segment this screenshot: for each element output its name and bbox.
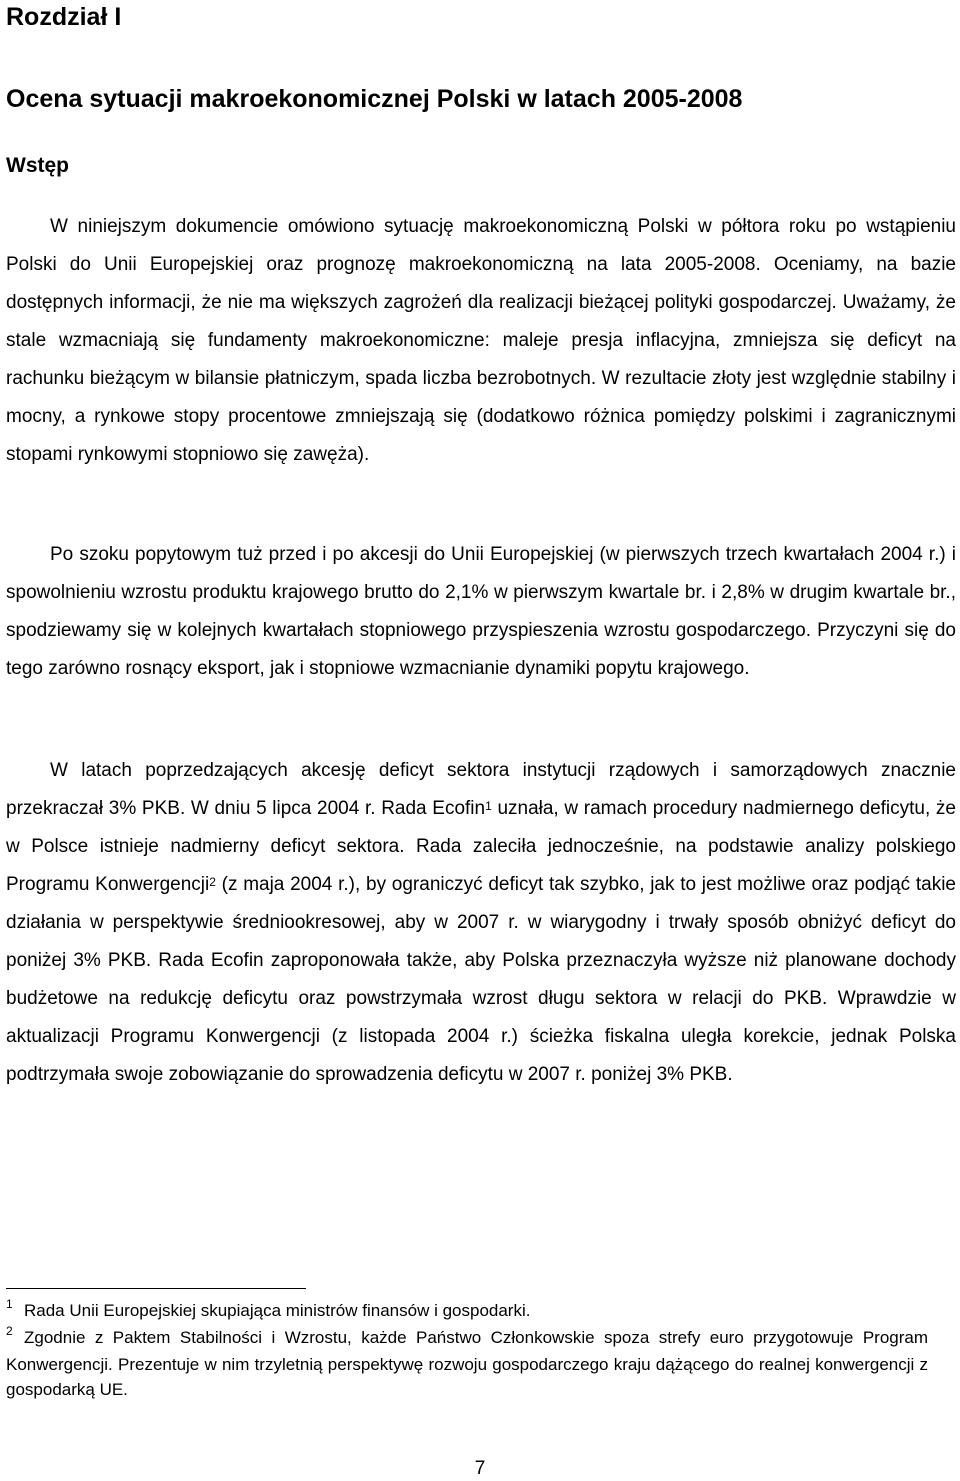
- footnote-number: 1: [6, 1297, 13, 1311]
- footnote-text: Rada Unii Europejskiej skupiająca ministrów finansów i gospodarki.: [24, 1301, 531, 1320]
- section-heading-intro: Wstęp: [6, 154, 69, 177]
- footnote-1: [6, 1298, 928, 1325]
- footnote-number: 2: [6, 1324, 13, 1338]
- paragraph-3-text-a: W latach poprzedzających akcesję deficyt sektora instytucji rządowych i samorządowych znacznie przekraczał 3% PKB. W dniu 5 lipca 2004 r. Rada Ecofin: [6, 760, 956, 819]
- page-title: Ocena sytuacji makroekonomicznej Polski w latach 2005-2008: [6, 85, 743, 113]
- footnote-ref-1[interactable]: 1: [485, 799, 492, 813]
- footnote-text: Zgodnie z Paktem Stabilności i Wzrostu, każde Państwo Członkowskie spoza strefy euro przygotowuje Program Konwergencji. Prezentuje w nim trzyletnią perspektywę rozwoju gospodarczego kraju dążącego do realnej konwergencji z gospodarką UE.: [6, 1328, 928, 1399]
- paragraph-1: W niniejszym dokumencie omówiono sytuację makroekonomiczną Polski w półtora roku po wstąpieniu Polski do Unii Europejskiej oraz prognozę makroekonomiczną na lata 2005-2008. Oceniamy, na bazie dostępnych informacji, że nie ma większych zagrożeń dla realizacji bieżącej polityki gospodarczej. Uważamy, że stale wzmacniają się fundamenty makroekonomiczne: maleje presja inflacyjna, zmniejsza się deficyt na rachunku bieżącym w bilansie płatniczym, spada liczba bezrobotnych. W rezultacie złoty jest względnie stabilny i mocny, a rynkowe stopy procentowe zmniejszają się (dodatkowo różnica pomiędzy polskimi i zagranicznymi stopami rynkowymi stopniowo się zawęża).: [6, 216, 956, 465]
- paragraph-3-text-b: uznała, w ramach procedury nadmiernego deficytu, że w Polsce istnieje nadmierny deficyt sektora. Rada zaleciła jednocześnie, na podstawie analizy polskiego Programu Konwergencji: [6, 798, 956, 895]
- paragraph-3-text-c: (z maja 2004 r.), by ograniczyć deficyt tak szybko, jak to jest możliwe oraz podjąć takie działania w perspektywie średniookresowej, aby w 2007 r. w wiarygodny i trwały sposób obniżyć deficyt do poniżej 3% PKB. Rada Ecofin zaproponowała także, aby Polska przeznaczyła wyższe niż planowane dochody budżetowe na redukcję deficytu oraz powstrzymała wzrost długu sektora w relacji do PKB. Wprawdzie w aktualizacji Programu Konwergencji (z listopada 2004 r.) ścieżka fiskalna uległa korekcie, jednak Polska podtrzymała swoje zobowiązanie do sprowadzenia deficytu w 2007 r. poniżej 3% PKB.: [6, 874, 956, 1085]
- footnote-ref-2[interactable]: 2: [209, 875, 216, 889]
- chapter-heading: Rozdział I: [6, 3, 122, 31]
- footnote-2: [6, 1325, 928, 1402]
- paragraph-3: [6, 752, 956, 1094]
- paragraph-2: Po szoku popytowym tuż przed i po akcesji do Unii Europejskiej (w pierwszych trzech kwartałach 2004 r.) i spowolnieniu wzrostu produktu krajowego brutto do 2,1% w pierwszym kwartale br. i 2,8% w drugim kwartale br., spodziewamy się w kolejnych kwartałach stopniowego przyspieszenia wzrostu gospodarczego. Przyczyni się do tego zarówno rosnący eksport, jak i stopniowe wzmacnianie dynamiki popytu krajowego.: [6, 544, 956, 679]
- footnote-divider: [6, 1288, 306, 1289]
- page-number: 7: [474, 1458, 486, 1479]
- footnotes: [6, 1298, 928, 1402]
